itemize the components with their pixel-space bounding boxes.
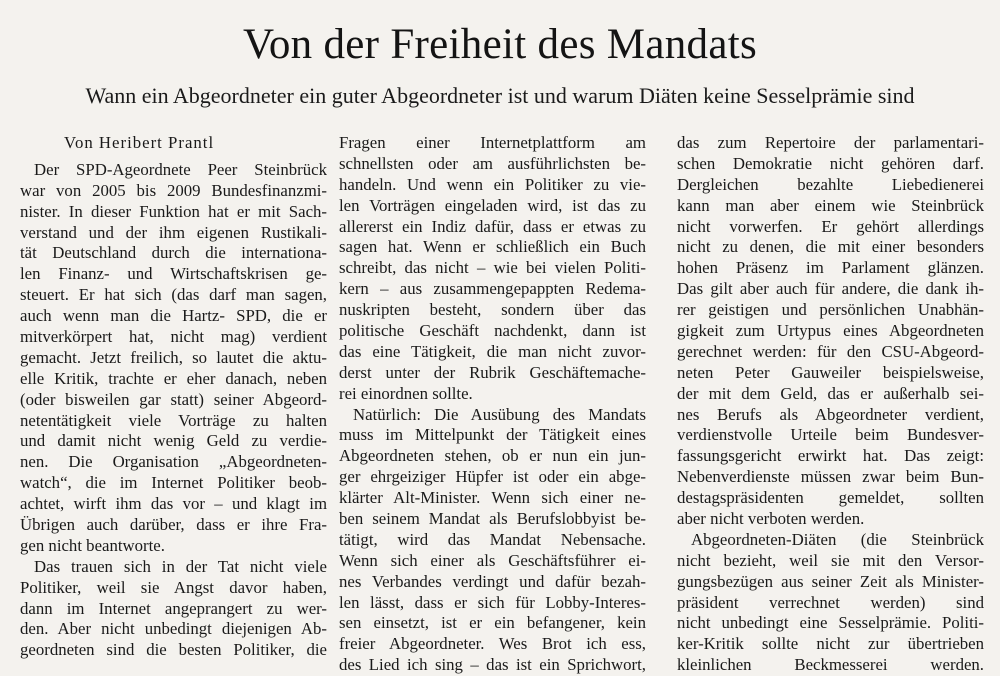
text-line: steuert. Er hat sich (das darf man sagen, <box>20 285 327 305</box>
text-line: ger ehrgeiziger Hüpfer ist oder ein abge- <box>339 467 646 487</box>
text-line: nister. In dieser Funktion hat er mit Sach- <box>20 201 327 221</box>
text-line: allererst ein Indiz dafür, dass er etwas zu <box>339 216 646 236</box>
text-line: nes Verbandes verdingt und dafür bezah- <box>339 571 646 591</box>
article-subheadline: Wann ein Abgeordneter ein guter Abgeordneter ist und warum Diäten keine Sesselprämie sind <box>85 83 915 108</box>
text-line: das zum Repertoire der parlamentari- <box>677 133 984 152</box>
text-line: Abgeordneten-Diäten (die Steinbrück <box>691 529 984 549</box>
text-line: netentätigkeit viele Vorträge zu halten <box>20 410 327 430</box>
text-line: len lässt, dass er sich für Lobby-Interes- <box>339 592 646 612</box>
text-line: gerechnet werden: für den CSU-Abgeord- <box>677 341 984 361</box>
column-2-text <box>339 133 646 676</box>
text-line: gigkeit zum Urtypus eines Abgeordneten <box>677 321 984 341</box>
text-line: nicht unbedingt eine Sesselprämie. Politi- <box>677 613 984 633</box>
text-line: kern – aus zusammengepappten Redema- <box>339 279 646 299</box>
text-line: verdienstvolle Urteile beim Bundesver- <box>677 425 984 445</box>
text-line: Nebenverdienste müssen zwar beim Bun- <box>677 467 984 487</box>
text-line: fassungsgericht erwirkt hat. Das zeigt: <box>677 446 984 466</box>
text-line: ben seinem Mandat als Berufslobbyist be- <box>339 509 646 529</box>
text-line: neten Peter Gauweiler beispielsweise, <box>677 362 984 382</box>
text-line: nen. Die Organisation „Abgeordneten- <box>20 452 327 472</box>
text-line: Das gilt aber auch für andere, die dank ih- <box>677 279 984 299</box>
text-line: freier Abgeordneter. Wes Brot ich ess, <box>339 634 646 654</box>
text-line: mitverkörpert hat, nicht mag) verdient <box>20 327 327 347</box>
text-line: gemacht. Jetzt freilich, so lautet die aktu- <box>20 347 327 367</box>
text-line: sen einsetzt, ist er ein befangener, kein <box>339 613 646 633</box>
text-line: gen nicht beantworte. <box>20 535 165 555</box>
article-column-3 <box>677 133 984 676</box>
text-line: kann man aber einem wie Steinbrück <box>677 195 984 215</box>
text-line: nuskripten besteht, sondern über das <box>339 300 646 320</box>
text-line: war von 2005 bis 2009 Bundesfinanzmi- <box>20 180 327 200</box>
text-line: das eine Tätigkeit, die man nicht zuvor- <box>339 341 646 361</box>
text-line: auch wenn man die Hartz- SPD, die er <box>20 306 327 326</box>
text-line: nes Berufs als Abgeordneter verdient, <box>677 404 984 424</box>
text-line: len Vorträgen eingeladen wird, ist das zu <box>339 195 646 215</box>
text-line: achtet, wirft ihm das vor – und klagt im <box>20 494 327 514</box>
text-line: handeln. Und wenn ein Politiker zu vie- <box>339 174 646 194</box>
text-line: hohen Präsenz im Parlament glänzen. <box>677 258 984 278</box>
text-line: (oder bisweilen gar statt) seiner Abgeord- <box>20 389 327 409</box>
text-line: sagen hat. Wenn er schließlich ein Buch <box>339 237 646 257</box>
text-line: verstand und der ihm eigenen Rustikali- <box>20 222 327 242</box>
text-line: politische Geschäft nachdenkt, dann ist <box>339 321 646 341</box>
text-line: nicht zu denen, die mit einer besonders <box>677 237 984 257</box>
text-line: geordneten sind die besten Politiker, die <box>20 640 327 660</box>
text-line: schen Demokratie nicht gehören darf. <box>677 153 984 173</box>
text-line: len Finanz- und Wirtschaftskrisen ge- <box>20 264 327 284</box>
text-line: Politiker, weil sie Angst davor haben, <box>20 577 327 597</box>
text-line: nicht bezieht, weil sie mit den Versor- <box>677 550 984 570</box>
text-line: Abgeordneten stehen, ob er nun ein jun- <box>339 446 646 466</box>
text-line: elle Kritik, trachte er eher danach, neben <box>20 368 327 388</box>
column-3-text <box>677 133 984 676</box>
text-line: schreibt, das nicht – wie bei vielen Politi- <box>339 258 646 278</box>
text-line: rer geistigen und persönlichen Unabhän- <box>677 300 984 320</box>
article-column-2 <box>339 133 646 676</box>
column-1-text <box>20 160 327 661</box>
text-line: tät Deutschland durch die internationa- <box>20 243 327 263</box>
text-line: und damit nicht wenig Geld zu verdie- <box>20 431 327 451</box>
text-line: gungsbezügen aus seiner Zeit als Minister- <box>677 571 984 591</box>
text-line: schnellsten oder am ausführlichsten be- <box>339 153 646 173</box>
article-column-1 <box>20 133 327 661</box>
text-line: Fragen einer Internetplattform am <box>339 133 646 152</box>
text-line: tätigt, wird das Mandat Nebensache. <box>339 529 646 549</box>
text-line: ker-Kritik sollte nicht zur übertrieben <box>677 634 984 654</box>
text-line: Wenn sich einer als Geschäftsführer ei- <box>339 550 646 570</box>
text-line: Dergleichen bezahlte Liebedienerei <box>677 174 984 194</box>
text-line: derst unter der Rubrik Geschäftemache- <box>339 362 646 382</box>
text-line: muss im Mittelpunkt der Tätigkeit eines <box>339 425 646 445</box>
text-line: Das trauen sich in der Tat nicht viele <box>34 556 327 576</box>
text-line: Der SPD-Ageordnete Peer Steinbrück <box>34 159 327 179</box>
text-line: des Lied ich sing – das ist ein Sprichwort, <box>339 655 646 675</box>
text-line: den. Aber nicht unbedingt diejenigen Ab- <box>20 619 327 639</box>
text-line: Natürlich: Die Ausübung des Mandats <box>353 404 646 424</box>
text-line: der mit dem Geld, das er außerhalb sei- <box>677 383 984 403</box>
article-headline: Von der Freiheit des Mandats <box>243 21 757 68</box>
text-line: destagspräsidenten gemeldet, sollten <box>677 488 984 508</box>
text-line: präsident verrechnet werden) sind <box>677 592 984 612</box>
text-line: klärter Alt-Minister. Wenn sich einer ne- <box>339 488 646 508</box>
text-line: aber nicht verboten werden. <box>677 509 865 529</box>
text-line: nicht vorwerfen. Er gehört allerdings <box>677 216 984 236</box>
text-line: kleinlichen Beckmesserei werden. <box>677 655 984 675</box>
article-byline: Von Heribert Prantl <box>64 133 215 152</box>
text-line: watch“, die im Internet Politiker beob- <box>20 473 327 493</box>
text-line: rei einordnen sollte. <box>339 383 473 403</box>
text-line: dann im Internet angeprangert zu wer- <box>20 598 327 618</box>
text-line: Übrigen auch darüber, dass er ihre Fra- <box>20 515 327 535</box>
